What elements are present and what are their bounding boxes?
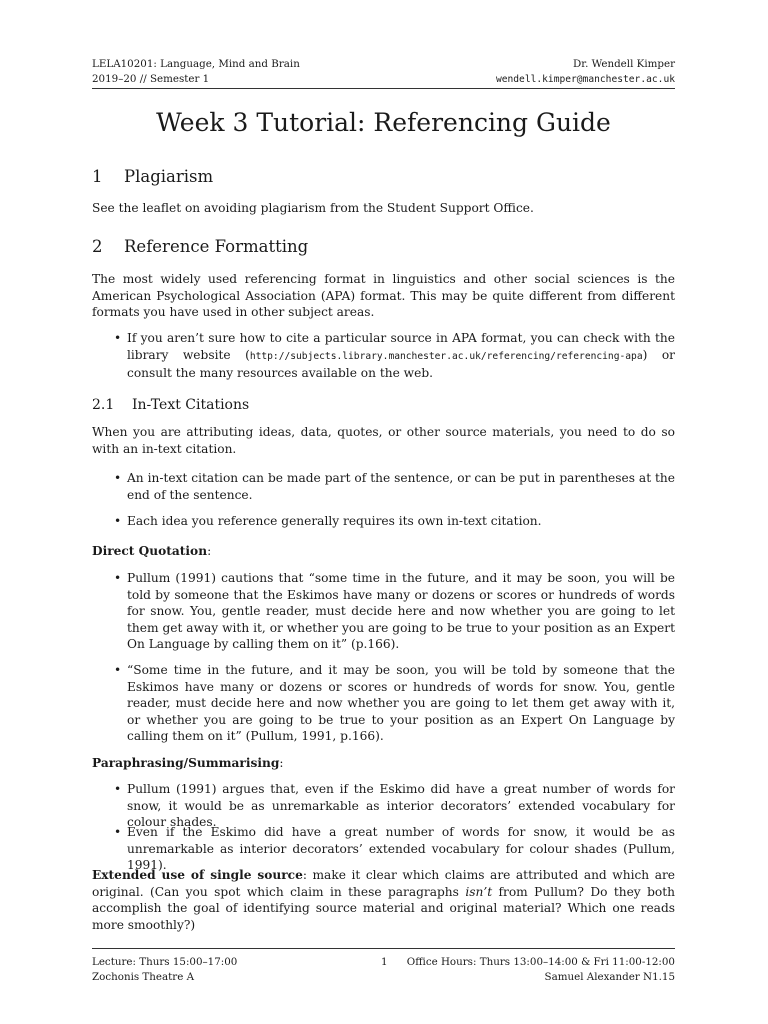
section-number: 2.1 xyxy=(92,397,115,413)
bullet-icon: • xyxy=(114,782,122,796)
bullet-icon: • xyxy=(114,514,122,528)
bullet-icon: • xyxy=(114,471,122,485)
page-number: 1 xyxy=(381,956,388,968)
library-link[interactable]: http://subjects.library.manchester.ac.uk/referencing/referencing-apa xyxy=(249,350,643,362)
section-heading-reference-formatting xyxy=(92,237,308,256)
page xyxy=(92,0,675,1024)
footer-rule xyxy=(92,948,675,949)
list-item: • Pullum (1991) argues that, even if the Eskimo did have a great number of words for snow, it would be as unremarkable as interior decorators’ extended vocabulary for colour shades. xyxy=(114,782,675,829)
list-item: • Each idea you reference generally requires its own in-text citation. xyxy=(114,514,542,528)
list-item: • Pullum (1991) cautions that “some time in the future, and it may be soon, you will be told by someone that the Eskimos have many or dozens or scores or hundreds of words for snow. You, gentle reader, must decide here and now whether you are going to let them get away with it, or whether you are going to be true to your position as an Expert On Language by calling them on it” (p.166). xyxy=(114,571,675,651)
list-item: • Even if the Eskimo did have a great number of words for snow, it would be as unremarkable as interior decorators’ extended vocabulary for colour shades (Pullum, 1991). xyxy=(114,825,675,872)
citation-paragraph: When you are attributing ideas, data, quotes, or other source materials, you need to do so with an in-text citation. xyxy=(92,425,675,456)
course-name: LELA10201: Language, Mind and Brain xyxy=(92,58,300,70)
section-heading-plagiarism xyxy=(92,167,213,186)
lecture-time: Lecture: Thurs 15:00–17:00 xyxy=(92,956,238,968)
plagiarism-paragraph: See the leaflet on avoiding plagiarism from the Student Support Office. xyxy=(92,201,534,215)
section-title: In-Text Citations xyxy=(132,397,250,413)
page-title: Week 3 Tutorial: Referencing Guide xyxy=(156,108,611,137)
instructor-name: Dr. Wendell Kimper xyxy=(573,58,675,70)
header-rule xyxy=(92,88,675,89)
section-number: 2 xyxy=(92,237,103,256)
section-title: Plagiarism xyxy=(124,167,214,186)
bullet-icon: • xyxy=(114,663,122,677)
section-title: Reference Formatting xyxy=(124,237,309,256)
term: 2019–20 // Semester 1 xyxy=(92,73,210,85)
office-hours: Office Hours: Thurs 13:00–14:00 & Fri 11:00-12:00 xyxy=(406,956,675,968)
subsection-heading-in-text-citations xyxy=(92,397,249,413)
extended-use-paragraph: Extended use of single source: make it clear which claims are attributed and which are original. (Can you spot which claim in these paragraphs isn’t from Pullum? Do they both accomplish the goal of identifying source material and original material? Which one reads more smoothly?) xyxy=(92,868,676,932)
lecture-venue: Zochonis Theatre A xyxy=(92,971,195,983)
office-location: Samuel Alexander N1.15 xyxy=(544,971,675,983)
list-item: • If you aren’t sure how to cite a particular source in APA format, you can check with the library website (http://subjects.library.manchester.ac.uk/referencing/referencing-apa) or consult the many resources available on the web. xyxy=(114,331,675,380)
bullet-icon: • xyxy=(114,571,122,585)
paraphrasing-label: Paraphrasing/Summarising: xyxy=(92,756,284,770)
apa-paragraph: The most widely used referencing format in linguistics and other social sciences is the American Psychological Association (APA) format. This may be quite different from different formats you have used in other subject areas. xyxy=(92,272,675,319)
bullet-icon: • xyxy=(114,825,122,839)
section-number: 1 xyxy=(92,167,103,186)
list-item: • An in-text citation can be made part of the sentence, or can be put in parentheses at the end of the sentence. xyxy=(114,471,675,502)
bullet-icon: • xyxy=(114,331,122,345)
instructor-email[interactable]: wendell.kimper@manchester.ac.uk xyxy=(495,74,675,85)
list-item: • “Some time in the future, and it may be soon, you will be told by someone that the Eskimos have many or dozens or scores or hundreds of words for snow. You, gentle reader, must decide here and now whether you are going to let them get away with it, or whether you are going to be true to your position as an Expert On Language by calling them on it” (Pullum, 1991, p.166). xyxy=(114,663,675,743)
direct-quotation-label: Direct Quotation: xyxy=(92,544,212,558)
